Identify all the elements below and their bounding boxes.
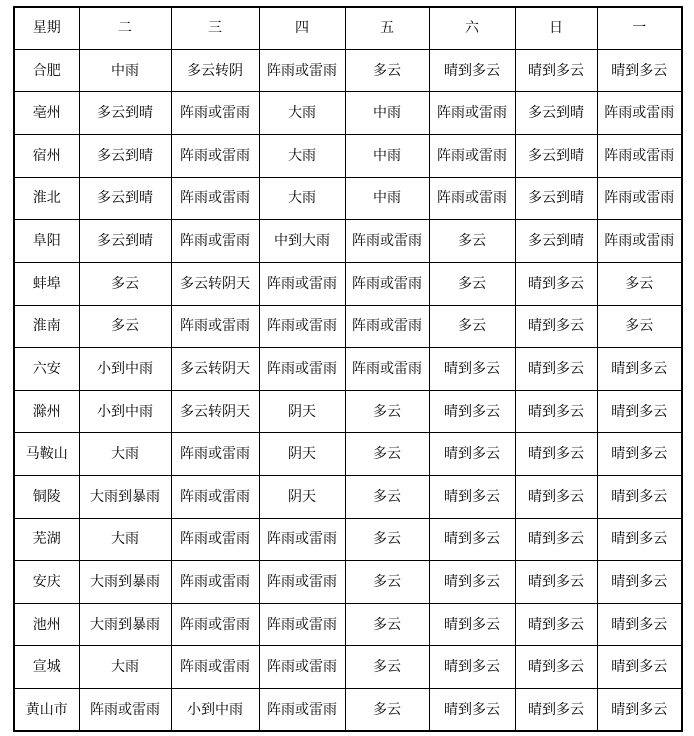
header-cell-wednesday: 三	[171, 8, 259, 49]
weather-forecast-table	[15, 8, 681, 730]
forecast-cell: 多云	[79, 305, 171, 348]
forecast-cell: 晴到多云	[597, 475, 681, 518]
forecast-cell: 大雨	[79, 518, 171, 561]
forecast-cell: 中雨	[79, 49, 171, 92]
city-name-cell: 芜湖	[15, 518, 79, 561]
forecast-cell: 晴到多云	[597, 348, 681, 391]
table-row	[15, 518, 681, 561]
forecast-cell: 多云转阴	[171, 49, 259, 92]
forecast-cell: 多云转阴天	[171, 348, 259, 391]
forecast-cell: 阵雨或雷雨	[259, 262, 345, 305]
forecast-cell: 阵雨或雷雨	[345, 220, 429, 263]
forecast-cell: 晴到多云	[515, 646, 597, 689]
table-row	[15, 646, 681, 689]
forecast-cell: 多云	[345, 433, 429, 476]
forecast-cell: 阵雨或雷雨	[429, 135, 515, 178]
forecast-cell: 多云到晴	[79, 135, 171, 178]
forecast-cell: 多云	[345, 390, 429, 433]
forecast-cell: 晴到多云	[597, 561, 681, 604]
forecast-cell: 中雨	[345, 135, 429, 178]
header-cell-sunday: 日	[515, 8, 597, 49]
forecast-cell: 大雨到暴雨	[79, 603, 171, 646]
forecast-cell: 多云到晴	[515, 177, 597, 220]
forecast-cell: 阵雨或雷雨	[429, 92, 515, 135]
forecast-cell: 晴到多云	[597, 390, 681, 433]
forecast-cell: 晴到多云	[429, 49, 515, 92]
table-row	[15, 348, 681, 391]
forecast-cell: 阵雨或雷雨	[171, 92, 259, 135]
forecast-cell: 阵雨或雷雨	[345, 348, 429, 391]
forecast-cell: 阵雨或雷雨	[259, 561, 345, 604]
forecast-cell: 晴到多云	[597, 433, 681, 476]
forecast-cell: 阵雨或雷雨	[79, 689, 171, 731]
city-name-cell: 淮南	[15, 305, 79, 348]
forecast-cell: 阴天	[259, 475, 345, 518]
table-row	[15, 135, 681, 178]
header-cell-tuesday: 二	[79, 8, 171, 49]
forecast-cell: 多云到晴	[79, 92, 171, 135]
city-name-cell: 池州	[15, 603, 79, 646]
forecast-cell: 大雨	[259, 177, 345, 220]
header-cell-friday: 五	[345, 8, 429, 49]
forecast-cell: 阵雨或雷雨	[259, 518, 345, 561]
forecast-cell: 中雨	[345, 92, 429, 135]
forecast-cell: 多云	[345, 561, 429, 604]
forecast-cell: 阵雨或雷雨	[171, 646, 259, 689]
table-row	[15, 561, 681, 604]
forecast-cell: 晴到多云	[515, 689, 597, 731]
forecast-cell: 多云	[597, 262, 681, 305]
forecast-cell: 阴天	[259, 433, 345, 476]
forecast-cell: 多云到晴	[515, 92, 597, 135]
forecast-cell: 多云到晴	[515, 135, 597, 178]
forecast-cell: 晴到多云	[515, 49, 597, 92]
forecast-cell: 晴到多云	[597, 689, 681, 731]
city-name-cell: 马鞍山	[15, 433, 79, 476]
forecast-cell: 阵雨或雷雨	[171, 561, 259, 604]
forecast-cell: 晴到多云	[429, 348, 515, 391]
header-cell-weekday: 星期	[15, 8, 79, 49]
forecast-cell: 中到大雨	[259, 220, 345, 263]
table-row	[15, 390, 681, 433]
forecast-cell: 晴到多云	[429, 689, 515, 731]
forecast-cell: 晴到多云	[515, 561, 597, 604]
forecast-cell: 阵雨或雷雨	[259, 689, 345, 731]
forecast-cell: 晴到多云	[429, 433, 515, 476]
table-row	[15, 220, 681, 263]
forecast-cell: 晴到多云	[515, 390, 597, 433]
table-row	[15, 262, 681, 305]
forecast-cell: 晴到多云	[597, 518, 681, 561]
forecast-cell: 大雨	[259, 92, 345, 135]
table-row	[15, 49, 681, 92]
table-row	[15, 92, 681, 135]
forecast-cell: 多云	[79, 262, 171, 305]
forecast-cell: 晴到多云	[515, 475, 597, 518]
forecast-cell: 晴到多云	[515, 603, 597, 646]
table-row	[15, 305, 681, 348]
forecast-cell: 阵雨或雷雨	[597, 135, 681, 178]
forecast-cell: 多云转阴天	[171, 390, 259, 433]
forecast-cell: 阵雨或雷雨	[597, 177, 681, 220]
forecast-cell: 阵雨或雷雨	[345, 305, 429, 348]
forecast-cell: 晴到多云	[515, 348, 597, 391]
forecast-cell: 多云	[429, 305, 515, 348]
forecast-cell: 阵雨或雷雨	[171, 603, 259, 646]
forecast-cell: 阵雨或雷雨	[171, 475, 259, 518]
forecast-cell: 多云	[429, 262, 515, 305]
forecast-cell: 多云转阴天	[171, 262, 259, 305]
forecast-cell: 晴到多云	[429, 561, 515, 604]
table-row	[15, 689, 681, 731]
forecast-cell: 阵雨或雷雨	[259, 49, 345, 92]
forecast-cell: 小到中雨	[171, 689, 259, 731]
forecast-cell: 阵雨或雷雨	[259, 348, 345, 391]
city-name-cell: 淮北	[15, 177, 79, 220]
forecast-cell: 晴到多云	[515, 433, 597, 476]
forecast-cell: 大雨到暴雨	[79, 475, 171, 518]
forecast-cell: 晴到多云	[429, 646, 515, 689]
forecast-cell: 多云	[429, 220, 515, 263]
table-row	[15, 177, 681, 220]
forecast-cell: 多云	[345, 689, 429, 731]
forecast-cell: 晴到多云	[515, 262, 597, 305]
forecast-cell: 阵雨或雷雨	[597, 220, 681, 263]
forecast-cell: 阵雨或雷雨	[171, 433, 259, 476]
header-cell-thursday: 四	[259, 8, 345, 49]
forecast-cell: 晴到多云	[597, 646, 681, 689]
city-name-cell: 铜陵	[15, 475, 79, 518]
city-name-cell: 黄山市	[15, 689, 79, 731]
forecast-cell: 小到中雨	[79, 390, 171, 433]
forecast-cell: 晴到多云	[597, 49, 681, 92]
forecast-cell: 多云到晴	[79, 220, 171, 263]
forecast-cell: 晴到多云	[429, 390, 515, 433]
forecast-cell: 晴到多云	[429, 518, 515, 561]
city-name-cell: 宣城	[15, 646, 79, 689]
forecast-cell: 阵雨或雷雨	[171, 177, 259, 220]
city-name-cell: 蚌埠	[15, 262, 79, 305]
city-name-cell: 宿州	[15, 135, 79, 178]
forecast-cell: 多云	[345, 49, 429, 92]
forecast-cell: 阵雨或雷雨	[171, 305, 259, 348]
forecast-cell: 阵雨或雷雨	[259, 305, 345, 348]
table-body	[15, 8, 681, 730]
forecast-cell: 多云	[345, 646, 429, 689]
forecast-cell: 晴到多云	[597, 603, 681, 646]
table-row	[15, 433, 681, 476]
city-name-cell: 安庆	[15, 561, 79, 604]
forecast-cell: 阵雨或雷雨	[171, 220, 259, 263]
header-row	[15, 8, 681, 49]
forecast-cell: 晴到多云	[515, 305, 597, 348]
forecast-cell: 阵雨或雷雨	[597, 92, 681, 135]
forecast-cell: 大雨到暴雨	[79, 561, 171, 604]
forecast-cell: 大雨	[79, 433, 171, 476]
forecast-cell: 阵雨或雷雨	[259, 646, 345, 689]
forecast-cell: 阵雨或雷雨	[171, 518, 259, 561]
header-cell-monday: 一	[597, 8, 681, 49]
table-row	[15, 603, 681, 646]
forecast-cell: 阵雨或雷雨	[429, 177, 515, 220]
city-name-cell: 滁州	[15, 390, 79, 433]
forecast-table-frame	[13, 6, 683, 732]
forecast-cell: 多云	[597, 305, 681, 348]
forecast-cell: 多云	[345, 475, 429, 518]
forecast-cell: 晴到多云	[515, 518, 597, 561]
forecast-cell: 晴到多云	[429, 475, 515, 518]
forecast-cell: 阵雨或雷雨	[345, 262, 429, 305]
forecast-cell: 大雨	[259, 135, 345, 178]
header-cell-saturday: 六	[429, 8, 515, 49]
forecast-cell: 晴到多云	[429, 603, 515, 646]
city-name-cell: 六安	[15, 348, 79, 391]
table-row	[15, 475, 681, 518]
city-name-cell: 合肥	[15, 49, 79, 92]
forecast-cell: 阵雨或雷雨	[259, 603, 345, 646]
forecast-cell: 阵雨或雷雨	[171, 135, 259, 178]
city-name-cell: 亳州	[15, 92, 79, 135]
forecast-cell: 多云	[345, 518, 429, 561]
forecast-cell: 多云到晴	[79, 177, 171, 220]
forecast-cell: 中雨	[345, 177, 429, 220]
city-name-cell: 阜阳	[15, 220, 79, 263]
forecast-cell: 阴天	[259, 390, 345, 433]
forecast-cell: 多云到晴	[515, 220, 597, 263]
forecast-cell: 多云	[345, 603, 429, 646]
forecast-cell: 小到中雨	[79, 348, 171, 391]
forecast-cell: 大雨	[79, 646, 171, 689]
